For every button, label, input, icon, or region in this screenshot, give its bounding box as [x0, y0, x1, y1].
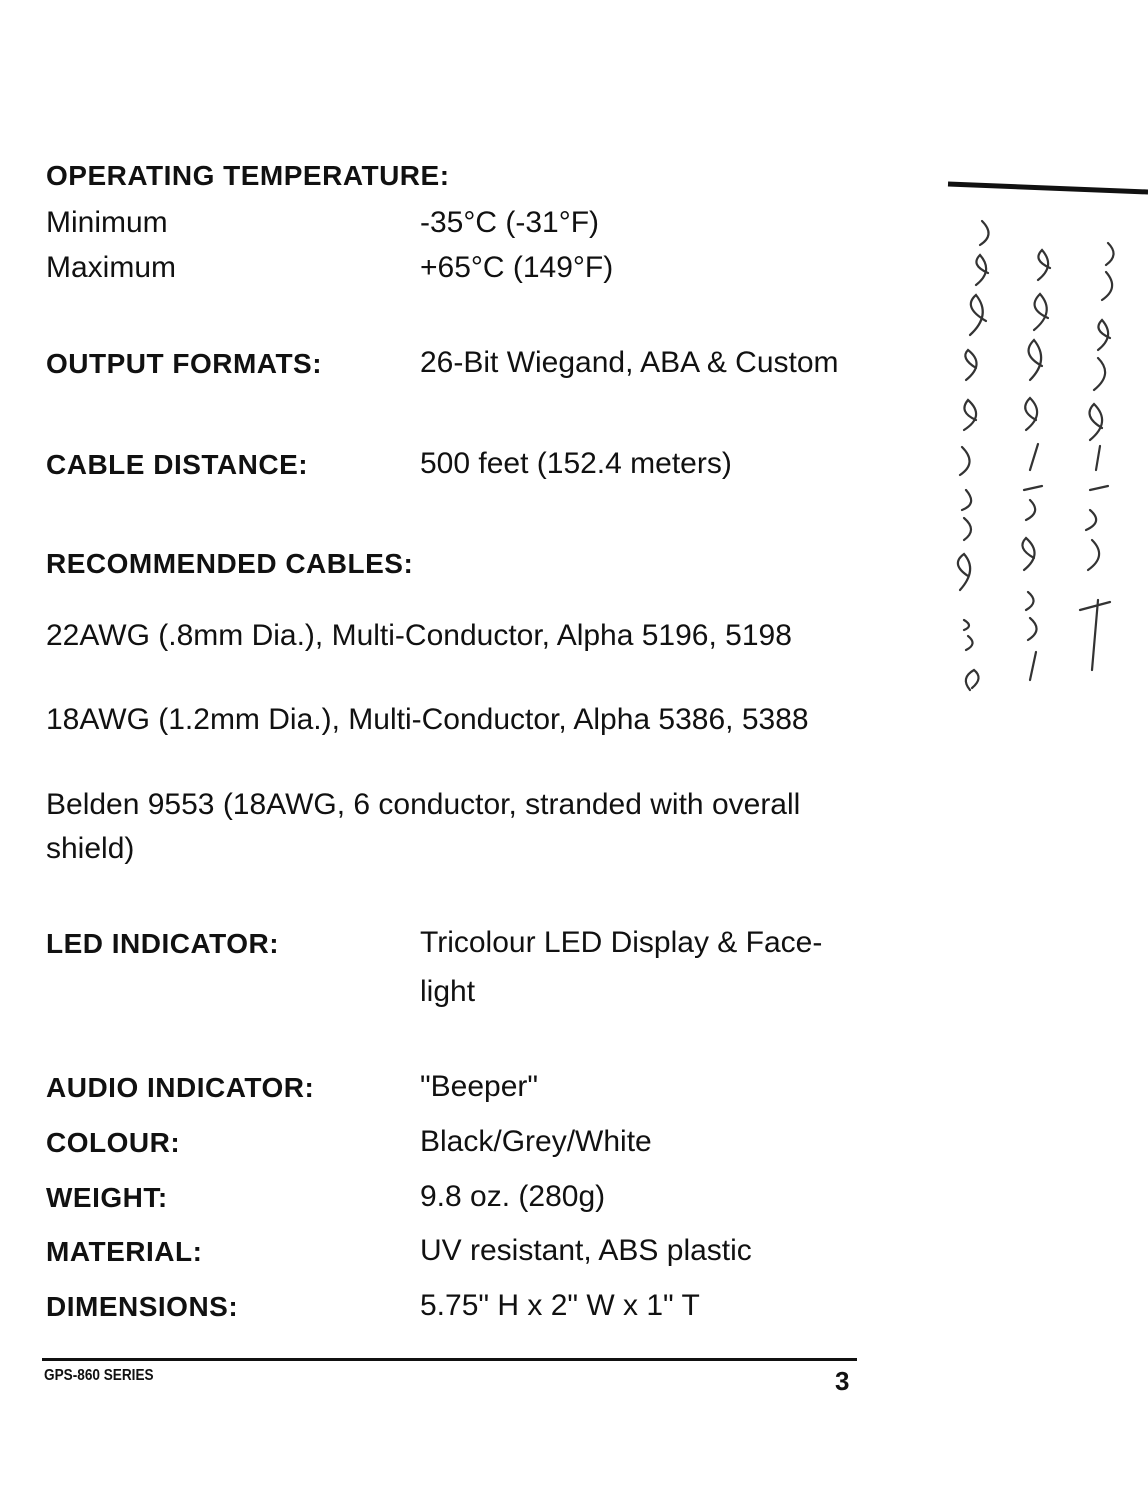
cable-item-3-line2: shield) — [46, 832, 135, 865]
recommended-cables-heading: RECOMMENDED CABLES: — [46, 548, 414, 579]
footer-series: GPS-860 SERIES — [44, 1367, 154, 1384]
operating-temperature-heading: OPERATING TEMPERATURE: — [46, 160, 450, 191]
cable-distance-label: CABLE DISTANCE: — [46, 449, 309, 480]
weight-label: WEIGHT: — [46, 1182, 168, 1213]
led-indicator-value-line2: light — [420, 975, 476, 1008]
maximum-value: +65°C (149°F) — [420, 251, 614, 284]
audio-indicator-label: AUDIO INDICATOR: — [46, 1072, 315, 1103]
maximum-label: Maximum — [46, 251, 177, 284]
audio-indicator-value: "Beeper" — [420, 1070, 539, 1103]
colour-value: Black/Grey/White — [420, 1125, 652, 1158]
led-indicator-label: LED INDICATOR: — [46, 928, 280, 959]
cable-distance-value: 500 feet (152.4 meters) — [420, 447, 732, 480]
minimum-label: Minimum — [46, 206, 168, 239]
dimensions-label: DIMENSIONS: — [46, 1291, 239, 1322]
cable-item-1: 22AWG (.8mm Dia.), Multi-Conductor, Alpha 5196, 5198 — [46, 619, 792, 652]
output-formats-value: 26-Bit Wiegand, ABA & Custom — [420, 346, 839, 379]
led-indicator-value-line1: Tricolour LED Display & Face- — [420, 926, 823, 959]
page-number: 3 — [835, 1366, 850, 1396]
output-formats-label: OUTPUT FORMATS: — [46, 348, 323, 379]
dimensions-value: 5.75" H x 2" W x 1" T — [420, 1289, 700, 1322]
material-label: MATERIAL: — [46, 1236, 203, 1267]
weight-value: 9.8 oz. (280g) — [420, 1180, 606, 1213]
material-value: UV resistant, ABS plastic — [420, 1234, 752, 1267]
minimum-value: -35°C (-31°F) — [420, 206, 600, 239]
cable-item-3-line1: Belden 9553 (18AWG, 6 conductor, stranded with overall — [46, 788, 801, 821]
footer-rule — [42, 1358, 857, 1361]
cable-item-2: 18AWG (1.2mm Dia.), Multi-Conductor, Alpha 5386, 5388 — [46, 703, 809, 736]
colour-label: COLOUR: — [46, 1127, 181, 1158]
handwritten-note — [930, 170, 1148, 730]
